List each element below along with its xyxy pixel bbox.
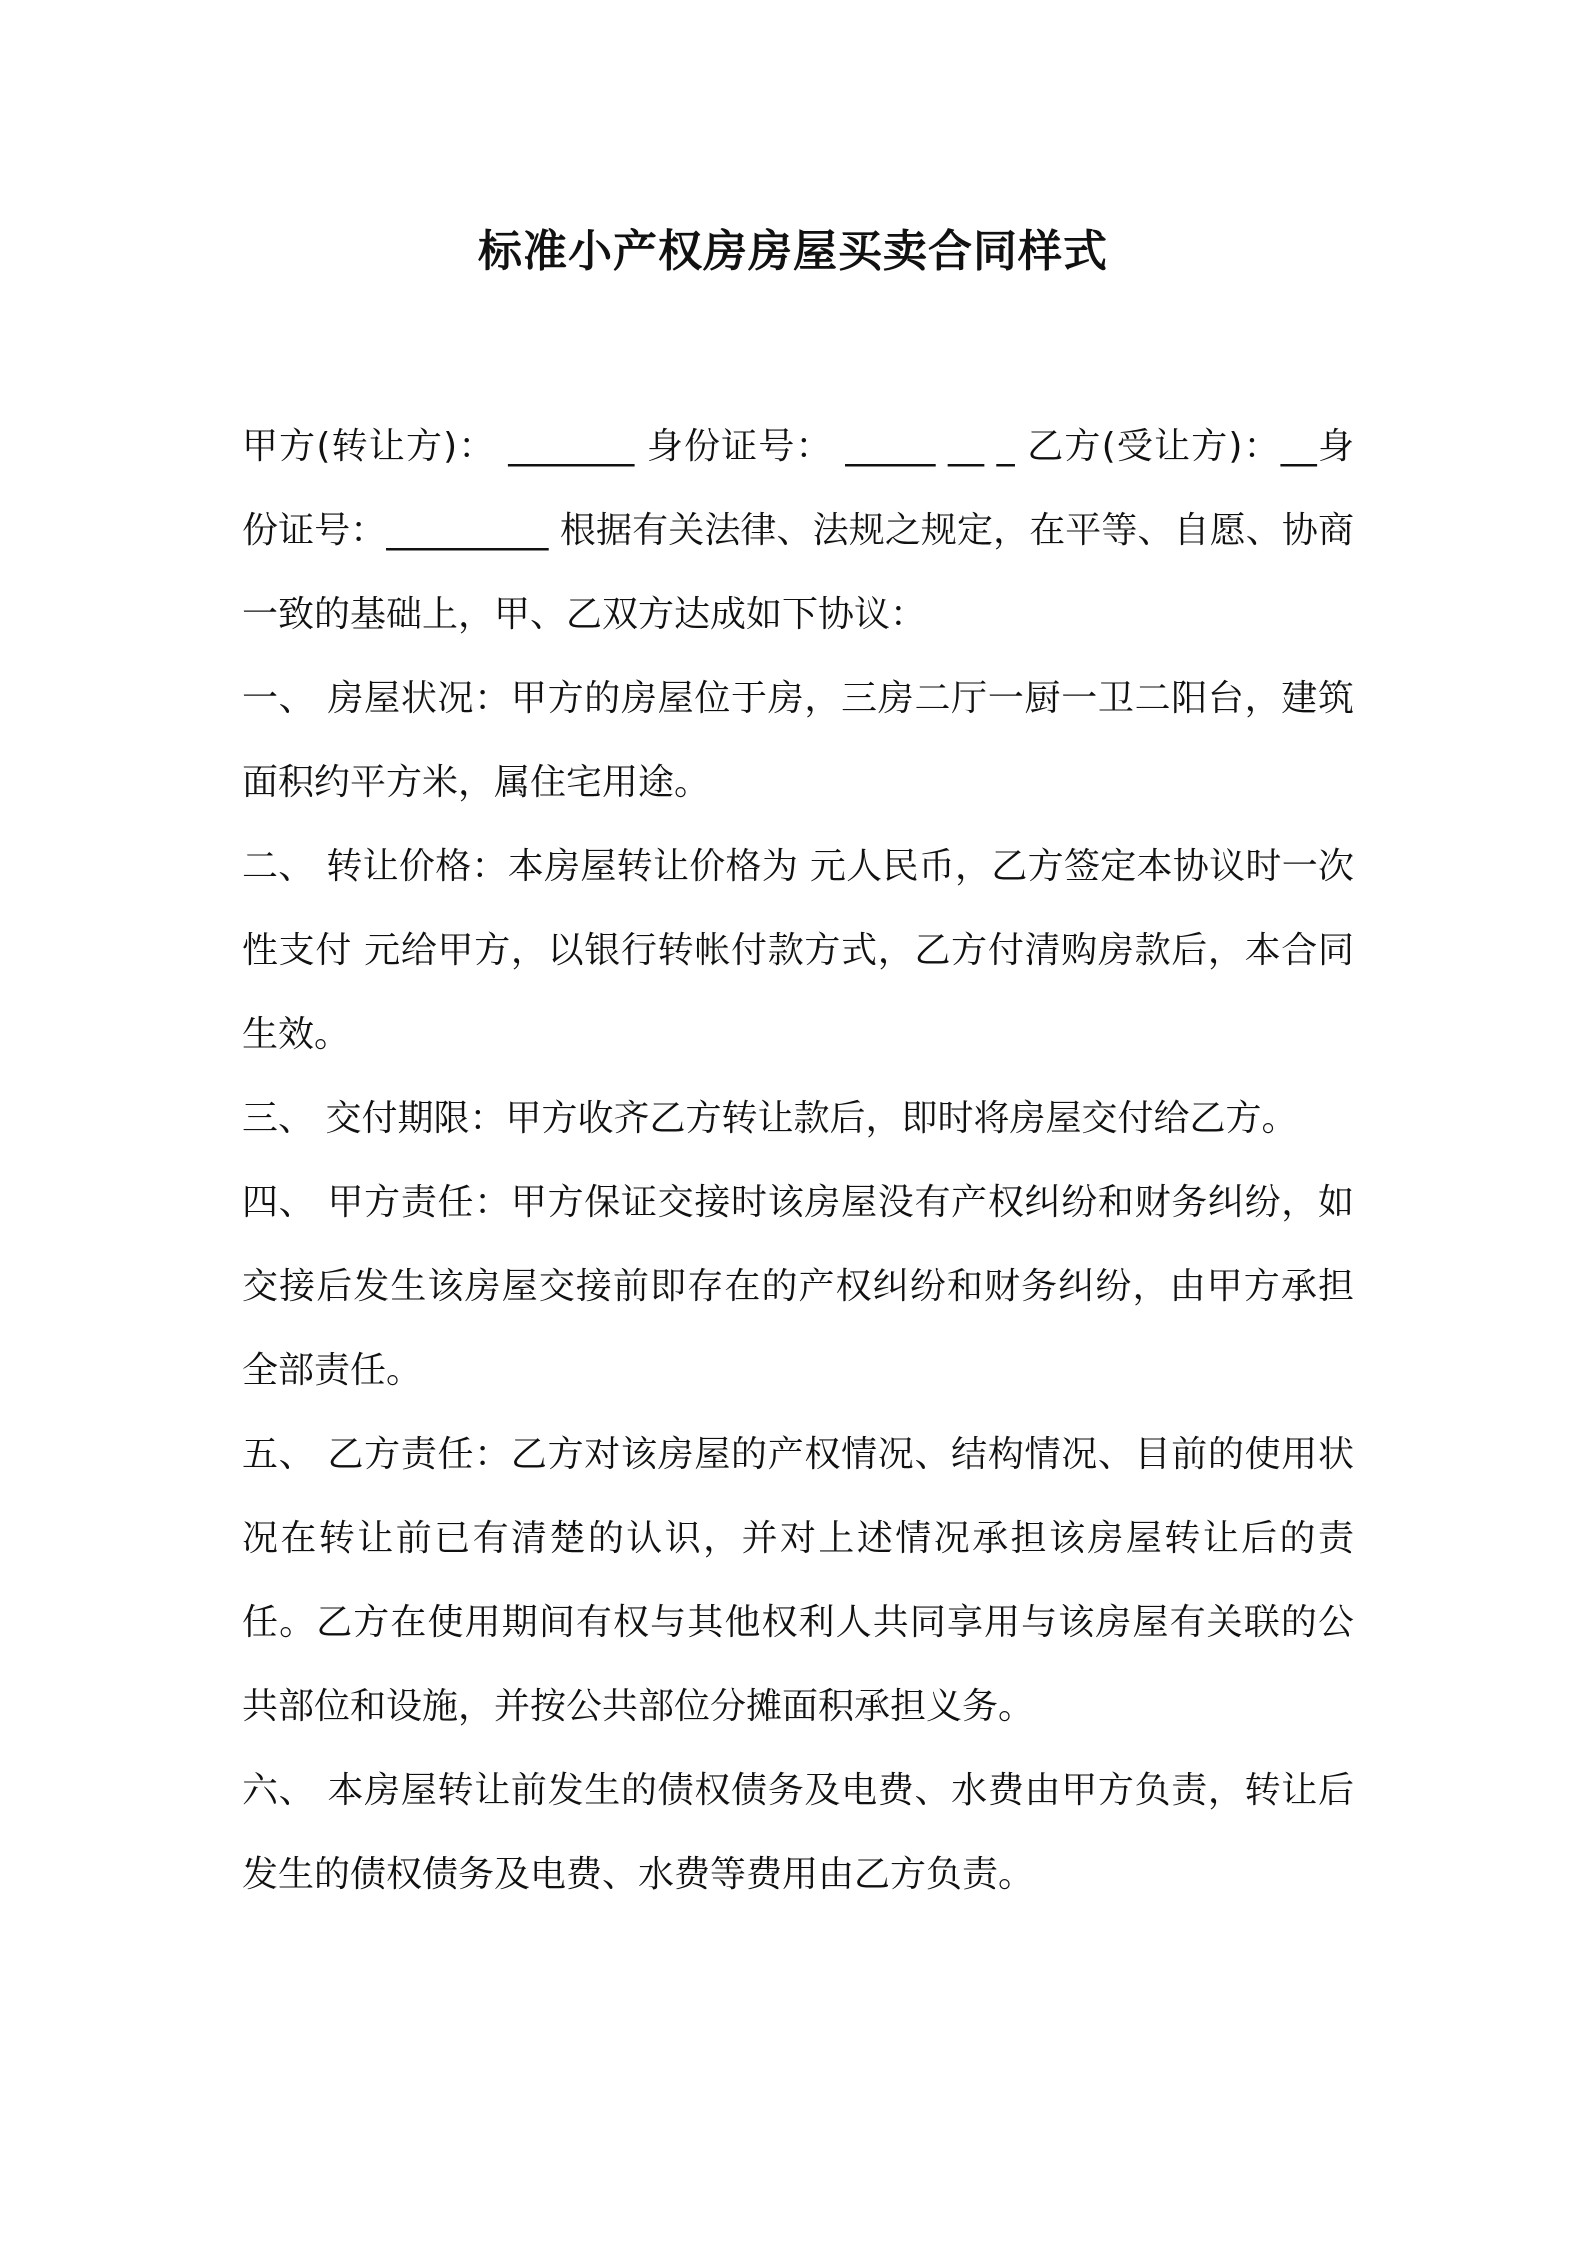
clause-4-party-a-responsibility: 四、 甲方责任：甲方保证交接时该房屋没有产权纠纷和财务纠纷，如交接后发生该房屋交接前即存在的产权纠纷和财务纠纷，由甲方承担全部责任。 <box>242 1182 1354 1391</box>
clause-3-delivery-term: 三、 交付期限：甲方收齐乙方转让款后，即时将房屋交付给乙方。 <box>242 1098 1298 1139</box>
clause-5-party-b-responsibility: 五、 乙方责任：乙方对该房屋的产权情况、结构情况、目前的使用状况在转让前已有清楚的认识，并对上述情况承担该房屋转让后的责任。乙方在使用期间有权与其他权利人共同享用与该房屋有关联的公共部位和设施，并按公共部位分摊面积承担义务。 <box>242 1434 1354 1727</box>
document-title: 标准小产权房房屋买卖合同样式 <box>478 226 1108 277</box>
document-body <box>242 405 1354 1917</box>
clause-1-house-status: 一、 房屋状况：甲方的房屋位于房，三房二厅一厨一卫二阳台，建筑面积约平方米，属住宅用途。 <box>242 678 1354 803</box>
intro-paragraph: 甲方(转让方)： _______ 身份证号： _____ __ _ 乙方(受让方)：__身份证号：_________ 根据有关法律、法规之规定，在平等、自愿、协商一致的基础上，甲、乙双方达成如下协议： <box>242 426 1354 635</box>
clause-6-debts-and-utilities: 六、 本房屋转让前发生的债权债务及电费、水费由甲方负责，转让后发生的债权债务及电费、水费等费用由乙方负责。 <box>242 1770 1354 1895</box>
clause-2-transfer-price: 二、 转让价格：本房屋转让价格为 元人民币，乙方签定本协议时一次性支付 元给甲方，以银行转帐付款方式，乙方付清购房款后，本合同生效。 <box>242 846 1354 1055</box>
